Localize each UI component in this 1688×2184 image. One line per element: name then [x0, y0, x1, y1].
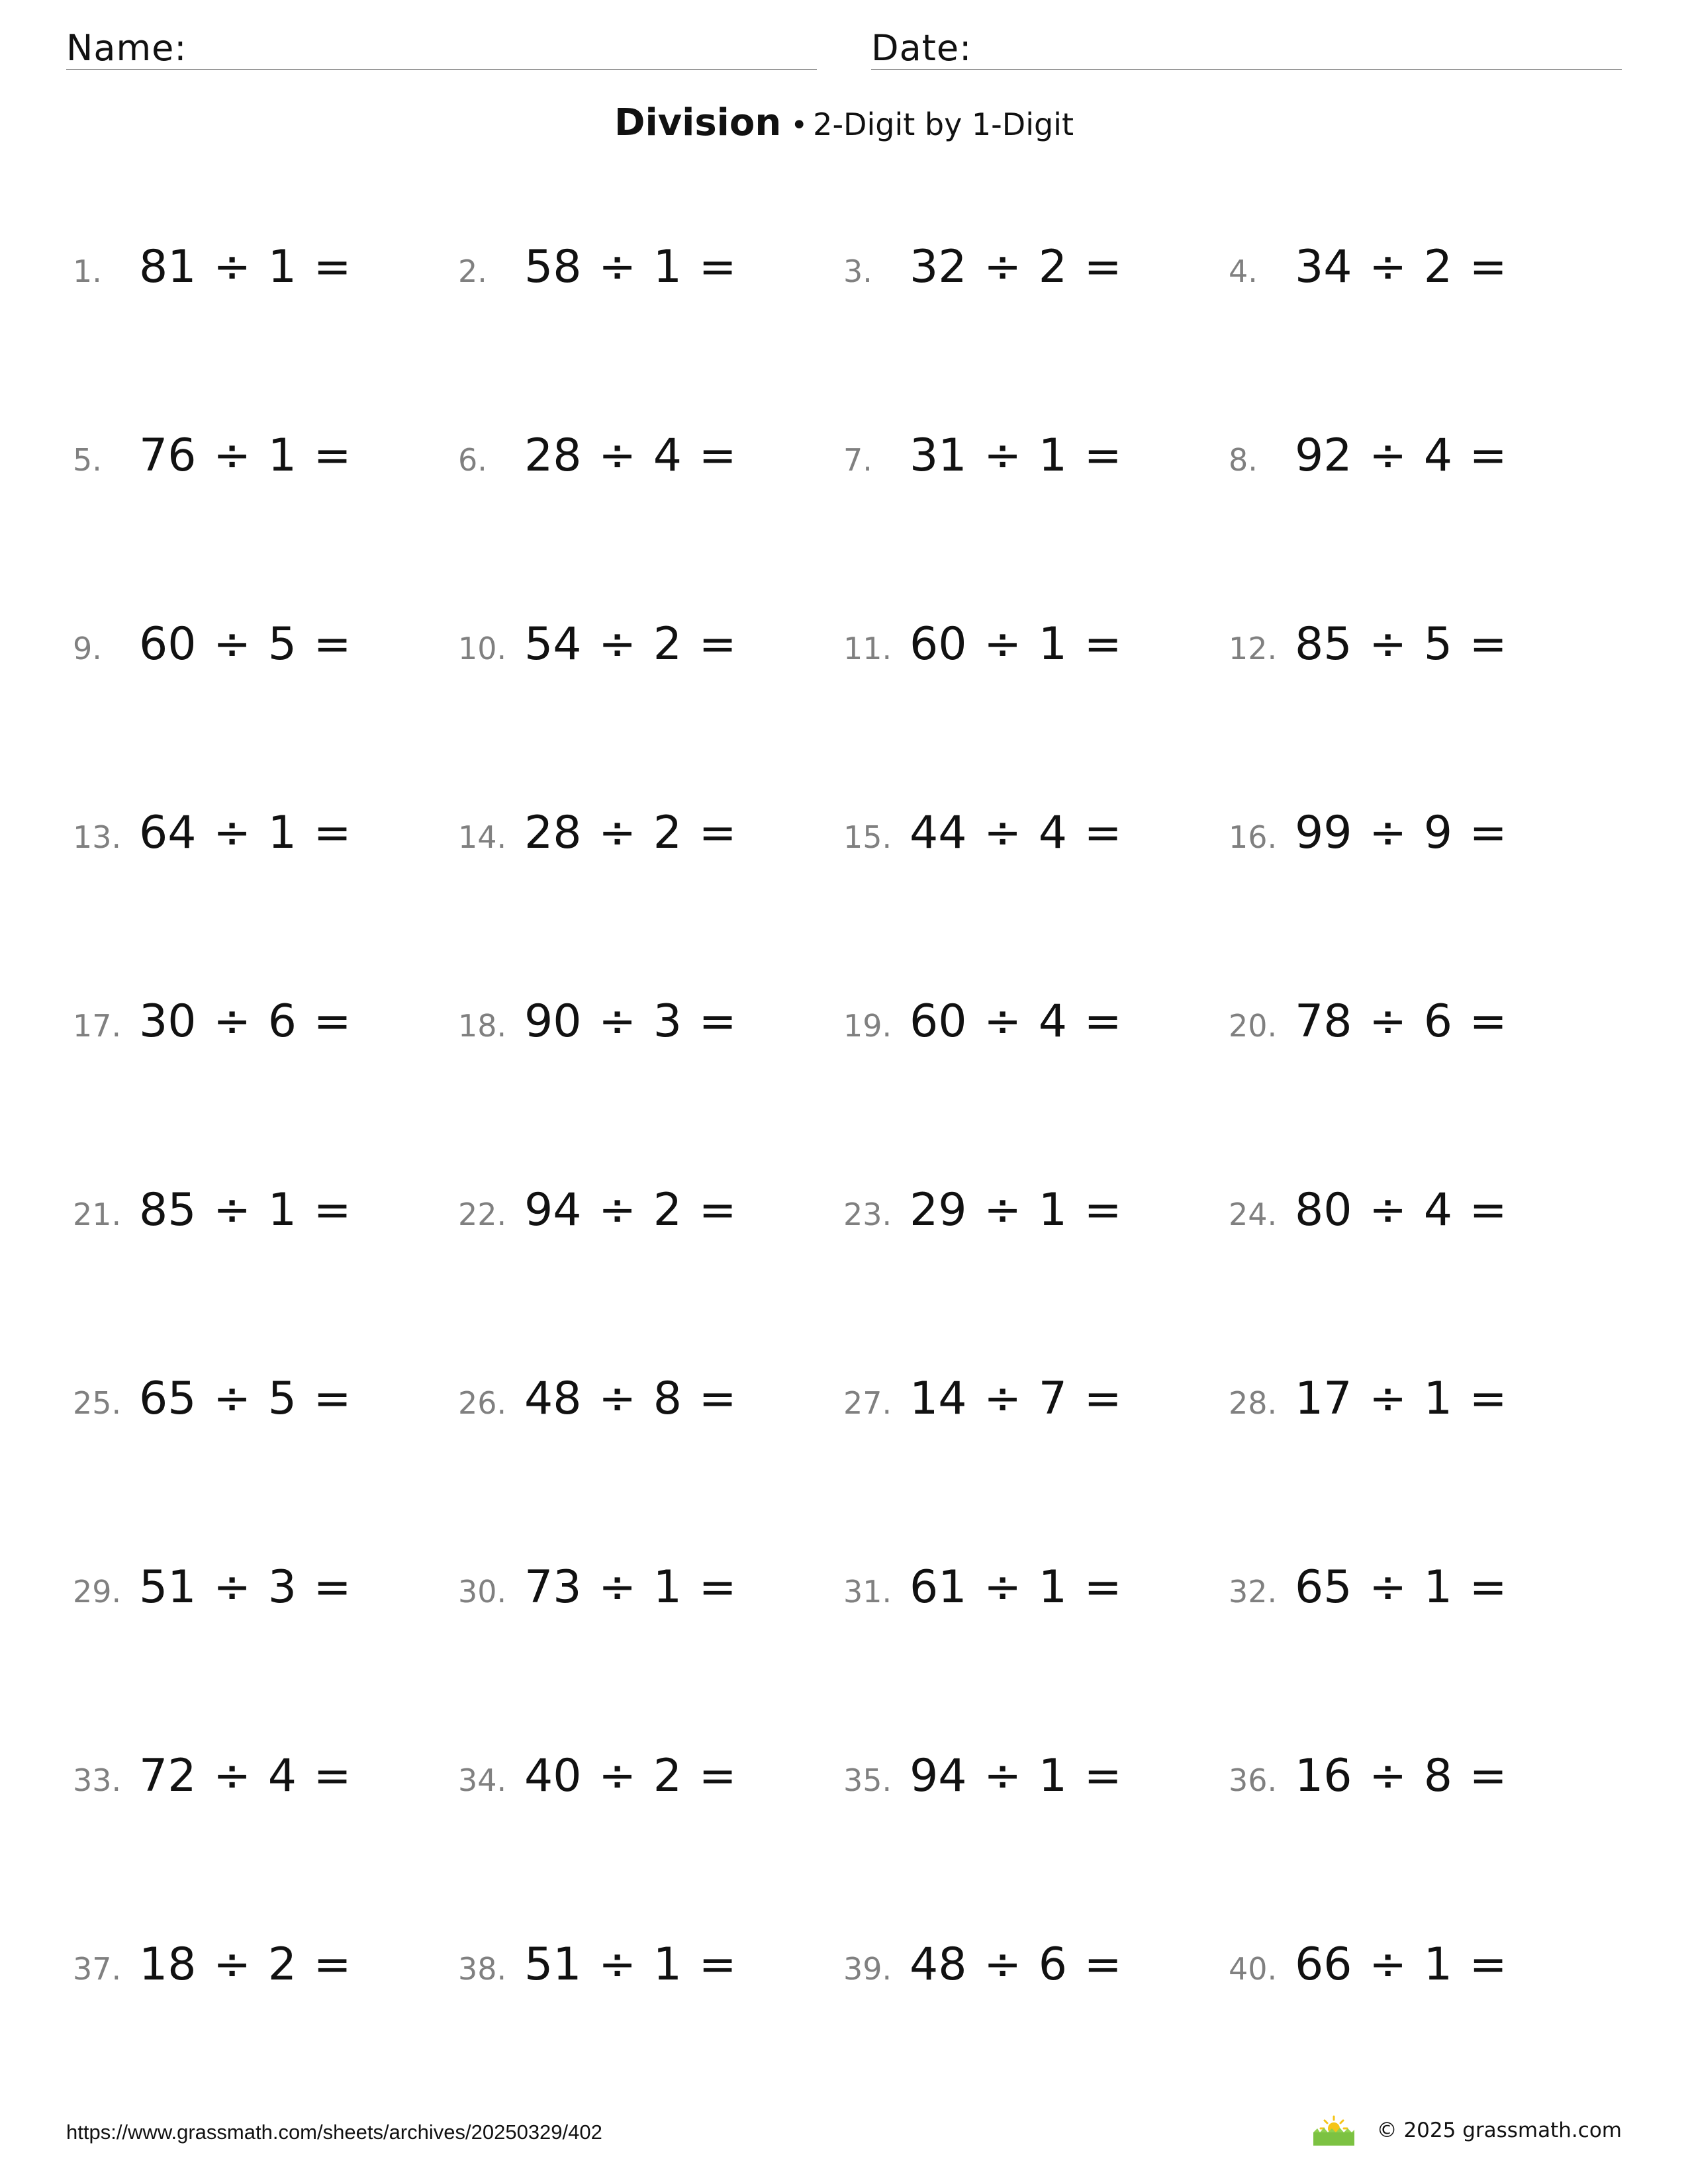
problem-expression: 51 ÷ 1 = — [524, 1938, 737, 1991]
problem-expression: 58 ÷ 1 = — [524, 241, 737, 293]
problem-item — [1229, 1373, 1613, 1456]
name-field[interactable] — [66, 20, 817, 70]
problem-item — [458, 1938, 842, 2022]
title-main: Division — [614, 101, 782, 144]
problem-number: 23. — [843, 1197, 892, 1232]
problem-item — [1229, 241, 1613, 324]
problem-item — [1229, 430, 1613, 513]
problem-item — [73, 1373, 457, 1456]
problem-number: 36. — [1229, 1762, 1278, 1798]
problem-expression: 18 ÷ 2 = — [139, 1938, 352, 1991]
problem-expression: 16 ÷ 8 = — [1295, 1750, 1507, 1802]
problem-item — [1229, 1750, 1613, 1833]
problem-expression: 60 ÷ 1 = — [910, 618, 1122, 670]
problem-expression: 60 ÷ 5 = — [139, 618, 352, 670]
problem-item — [1229, 995, 1613, 1079]
problem-item — [843, 241, 1227, 324]
problem-expression: 54 ÷ 2 = — [524, 618, 737, 670]
name-label: Name: — [66, 27, 187, 69]
problem-expression: 61 ÷ 1 = — [910, 1561, 1122, 1614]
problem-number: 35. — [843, 1762, 892, 1798]
problem-number: 37. — [73, 1951, 122, 1987]
problem-item — [73, 1938, 457, 2022]
problem-expression: 29 ÷ 1 = — [910, 1184, 1122, 1236]
problem-item — [73, 807, 457, 890]
problem-number: 8. — [1229, 442, 1258, 478]
problem-expression: 28 ÷ 2 = — [524, 807, 737, 859]
problem-item — [1229, 618, 1613, 702]
problem-item — [1229, 1938, 1613, 2022]
problem-expression: 94 ÷ 2 = — [524, 1184, 737, 1236]
problem-item — [1229, 1561, 1613, 1645]
problem-item — [73, 618, 457, 702]
problem-expression: 51 ÷ 3 = — [139, 1561, 352, 1614]
problem-item — [458, 430, 842, 513]
problem-item — [1229, 1184, 1613, 1267]
problem-number: 15. — [843, 819, 892, 855]
worksheet-title — [0, 101, 1688, 144]
problem-expression: 48 ÷ 6 = — [910, 1938, 1122, 1991]
problem-item — [73, 1750, 457, 1833]
problem-item — [843, 995, 1227, 1079]
problem-item — [73, 1561, 457, 1645]
problem-number: 26. — [458, 1385, 507, 1421]
problem-number: 34. — [458, 1762, 507, 1798]
problem-number: 5. — [73, 442, 102, 478]
problem-expression: 76 ÷ 1 = — [139, 430, 352, 482]
problem-number: 19. — [843, 1008, 892, 1044]
problem-number: 16. — [1229, 819, 1278, 855]
problem-item — [458, 1373, 842, 1456]
problem-item — [458, 1750, 842, 1833]
problem-number: 31. — [843, 1574, 892, 1610]
footer-branding — [1311, 2114, 1622, 2147]
problem-number: 2. — [458, 253, 487, 289]
problem-expression: 85 ÷ 5 = — [1295, 618, 1507, 670]
footer-url[interactable]: https://www.grassmath.com/sheets/archives/20250329/402 — [66, 2120, 602, 2144]
problem-number: 22. — [458, 1197, 507, 1232]
problem-number: 17. — [73, 1008, 122, 1044]
problem-item — [843, 1373, 1227, 1456]
problem-item — [843, 430, 1227, 513]
problem-expression: 73 ÷ 1 = — [524, 1561, 737, 1614]
problem-expression: 48 ÷ 8 = — [524, 1373, 737, 1425]
problem-item — [843, 1561, 1227, 1645]
problem-expression: 81 ÷ 1 = — [139, 241, 352, 293]
problem-number: 39. — [843, 1951, 892, 1987]
problem-number: 27. — [843, 1385, 892, 1421]
problem-expression: 66 ÷ 1 = — [1295, 1938, 1507, 1991]
problem-grid — [0, 241, 1688, 2138]
problem-item — [843, 807, 1227, 890]
copyright-text: © 2025 grassmath.com — [1376, 2118, 1622, 2142]
date-field[interactable] — [871, 20, 1622, 70]
title-subtitle: 2-Digit by 1-Digit — [813, 107, 1074, 142]
problem-expression: 40 ÷ 2 = — [524, 1750, 737, 1802]
title-separator: • — [790, 109, 808, 142]
problem-expression: 44 ÷ 4 = — [910, 807, 1122, 859]
problem-item — [73, 241, 457, 324]
problem-item — [458, 241, 842, 324]
problem-item — [1229, 807, 1613, 890]
problem-expression: 78 ÷ 6 = — [1295, 995, 1507, 1048]
problem-number: 1. — [73, 253, 102, 289]
problem-expression: 80 ÷ 4 = — [1295, 1184, 1507, 1236]
problem-number: 24. — [1229, 1197, 1278, 1232]
problem-number: 4. — [1229, 253, 1258, 289]
problem-item — [458, 1561, 842, 1645]
problem-number: 11. — [843, 631, 892, 666]
problem-item — [73, 430, 457, 513]
problem-number: 29. — [73, 1574, 122, 1610]
problem-number: 7. — [843, 442, 872, 478]
problem-item — [458, 807, 842, 890]
problem-expression: 30 ÷ 6 = — [139, 995, 352, 1048]
problem-number: 12. — [1229, 631, 1278, 666]
problem-number: 18. — [458, 1008, 507, 1044]
problem-number: 20. — [1229, 1008, 1278, 1044]
date-label: Date: — [871, 27, 972, 69]
problem-number: 38. — [458, 1951, 507, 1987]
problem-number: 21. — [73, 1197, 122, 1232]
problem-expression: 90 ÷ 3 = — [524, 995, 737, 1048]
problem-expression: 72 ÷ 4 = — [139, 1750, 352, 1802]
problem-expression: 85 ÷ 1 = — [139, 1184, 352, 1236]
problem-number: 3. — [843, 253, 872, 289]
problem-expression: 65 ÷ 1 = — [1295, 1561, 1507, 1614]
problem-expression: 31 ÷ 1 = — [910, 430, 1122, 482]
problem-expression: 60 ÷ 4 = — [910, 995, 1122, 1048]
problem-expression: 28 ÷ 4 = — [524, 430, 737, 482]
problem-number: 32. — [1229, 1574, 1278, 1610]
problem-expression: 64 ÷ 1 = — [139, 807, 352, 859]
problem-item — [843, 1938, 1227, 2022]
problem-number: 9. — [73, 631, 102, 666]
problem-number: 40. — [1229, 1951, 1278, 1987]
problem-item — [73, 995, 457, 1079]
problem-item — [843, 618, 1227, 702]
problem-number: 28. — [1229, 1385, 1278, 1421]
problem-number: 6. — [458, 442, 487, 478]
problem-item — [458, 995, 842, 1079]
problem-item — [843, 1184, 1227, 1267]
problem-number: 33. — [73, 1762, 122, 1798]
problem-expression: 99 ÷ 9 = — [1295, 807, 1507, 859]
problem-expression: 92 ÷ 4 = — [1295, 430, 1507, 482]
problem-number: 10. — [458, 631, 507, 666]
problem-number: 14. — [458, 819, 507, 855]
problem-number: 25. — [73, 1385, 122, 1421]
problem-item — [73, 1184, 457, 1267]
problem-expression: 34 ÷ 2 = — [1295, 241, 1507, 293]
problem-expression: 32 ÷ 2 = — [910, 241, 1122, 293]
problem-number: 13. — [73, 819, 122, 855]
problem-expression: 17 ÷ 1 = — [1295, 1373, 1507, 1425]
problem-item — [458, 1184, 842, 1267]
problem-expression: 14 ÷ 7 = — [910, 1373, 1122, 1425]
problem-item — [843, 1750, 1227, 1833]
problem-expression: 94 ÷ 1 = — [910, 1750, 1122, 1802]
problem-expression: 65 ÷ 5 = — [139, 1373, 352, 1425]
problem-number: 30. — [458, 1574, 507, 1610]
grass-sun-logo-icon — [1311, 2114, 1357, 2147]
problem-item — [458, 618, 842, 702]
